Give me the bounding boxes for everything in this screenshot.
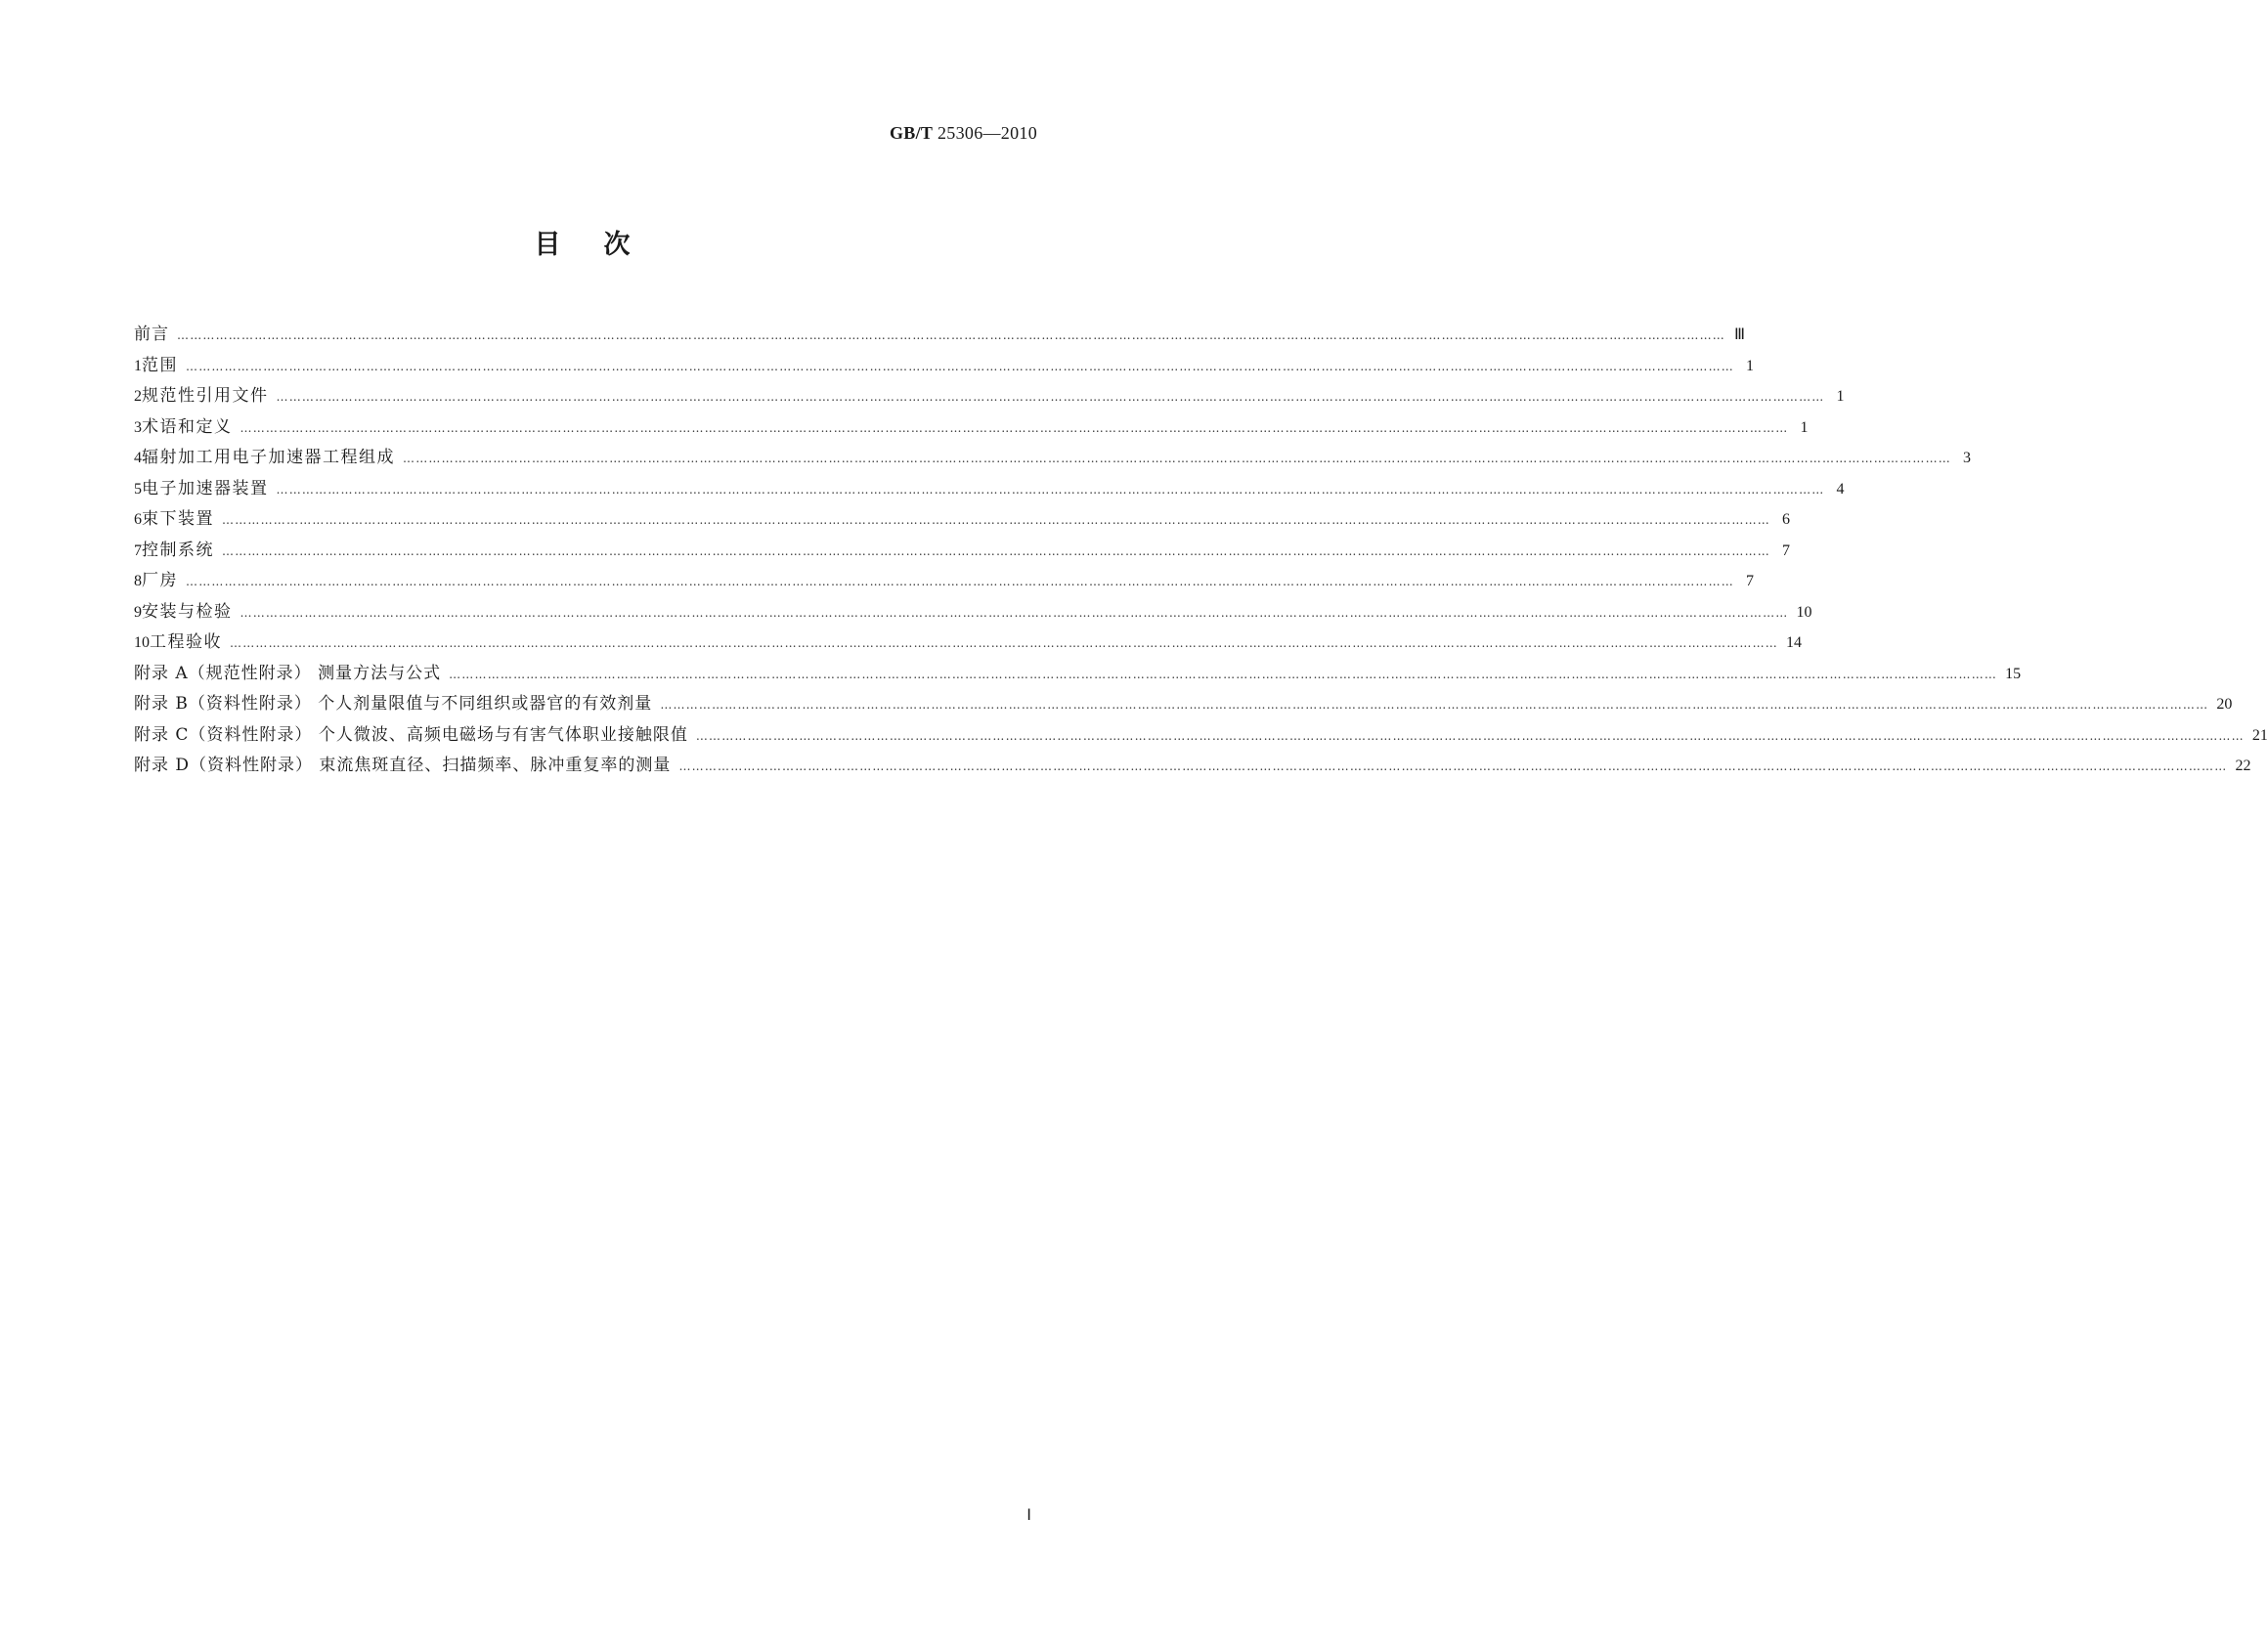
toc-entry-number: 9	[134, 603, 142, 621]
toc-entry-page: 21	[2251, 726, 2268, 744]
toc-entry-label: 前言	[134, 325, 169, 344]
toc-entry[interactable]	[134, 381, 1845, 412]
toc-leader-dots: ………………………………………………………………………………………………………………………………………………………………………………………………………………………………………………………………………………………………………………………………	[230, 636, 1778, 650]
toc-entry-page: 1	[1836, 388, 1845, 405]
toc-entry-page: 1	[1746, 357, 1754, 374]
toc-leader-dots: ………………………………………………………………………………………………………………………………………………………………………………………………………………………………………………………………………………………………………………………………	[240, 420, 1789, 435]
toc-entry-label: 束下装置	[142, 509, 214, 529]
toc-entry-number: 1	[134, 357, 142, 374]
toc-entry[interactable]	[134, 689, 2233, 720]
toc-entry-label: 术语和定义	[142, 416, 233, 437]
toc-leader-dots: ………………………………………………………………………………………………………………………………………………………………………………………………………………………………………………………………………………………………………………………………	[276, 390, 1825, 404]
page-number: Ⅰ	[1026, 1507, 1031, 1524]
toc-entry-number: 4	[134, 450, 142, 466]
standard-code	[890, 123, 1037, 144]
toc-entry-number: 8	[134, 573, 142, 589]
toc-entry-page: 1	[1800, 418, 1809, 436]
toc-entry[interactable]	[134, 659, 2022, 690]
toc-leader-dots: ………………………………………………………………………………………………………………………………………………………………………………………………………………………………………………………………………………………………………………………………	[177, 328, 1725, 342]
toc-entry[interactable]	[134, 597, 1812, 628]
toc-leader-dots: ………………………………………………………………………………………………………………………………………………………………………………………………………………………………………………………………………………………………………………………………	[222, 543, 1770, 558]
toc-entry-page: 6	[1782, 511, 1790, 528]
toc-entry-label: 安装与检验	[142, 601, 233, 622]
toc-leader-dots: ………………………………………………………………………………………………………………………………………………………………………………………………………………………………………………………………………………………………………………………………	[678, 759, 2228, 773]
toc-leader-dots: ………………………………………………………………………………………………………………………………………………………………………………………………………………………………………………………………………………………………………………………………	[186, 575, 1734, 588]
toc-leader-dots: ………………………………………………………………………………………………………………………………………………………………………………………………………………………………………………………………………………………………………………………………	[449, 667, 1998, 681]
toc-entry[interactable]	[134, 751, 2251, 782]
table-of-contents	[134, 320, 2268, 782]
toc-entry-page: 10	[1796, 603, 1812, 621]
toc-entry-page: 20	[2216, 696, 2233, 713]
toc-leader-dots: ………………………………………………………………………………………………………………………………………………………………………………………………………………………………………………………………………………………………………………………………	[403, 452, 1951, 465]
toc-entry-number: 5	[134, 480, 142, 498]
toc-entry[interactable]	[134, 320, 1745, 351]
toc-entry[interactable]	[134, 474, 1845, 505]
toc-entry[interactable]	[134, 566, 1754, 597]
toc-entry[interactable]	[134, 720, 2268, 752]
toc-entry-label: 附录 B（资料性附录） 个人剂量限值与不同组织或器官的有效剂量	[134, 694, 653, 714]
toc-entry-page: 14	[1786, 634, 1802, 651]
toc-entry-page: 4	[1836, 480, 1845, 498]
toc-entry-label: 工程验收	[150, 632, 222, 652]
toc-entry-number: 7	[134, 541, 142, 559]
toc-entry-label: 厂房	[142, 571, 178, 590]
toc-entry-label: 范围	[142, 355, 178, 375]
toc-entry-page: 15	[2005, 665, 2022, 682]
toc-entry-label: 控制系统	[142, 540, 214, 560]
toc-entry[interactable]	[134, 628, 1802, 659]
toc-entry-label: 附录 A（规范性附录） 测量方法与公式	[134, 663, 442, 683]
toc-entry-number: 3	[134, 418, 142, 436]
toc-leader-dots: ………………………………………………………………………………………………………………………………………………………………………………………………………………………………………………………………………………………………………………………………	[276, 482, 1825, 497]
toc-entry-number: 2	[134, 388, 142, 405]
toc-title: 目次	[534, 230, 674, 260]
toc-entry-label: 辐射加工用电子加速器工程组成	[142, 448, 395, 467]
toc-leader-dots: ………………………………………………………………………………………………………………………………………………………………………………………………………………………………………………………………………………………………………………………………	[186, 359, 1734, 373]
toc-entry[interactable]	[134, 536, 1790, 567]
toc-entry-page: 3	[1963, 450, 1971, 466]
toc-entry[interactable]	[134, 351, 1754, 382]
toc-leader-dots: ………………………………………………………………………………………………………………………………………………………………………………………………………………………………………………………………………………………………………………………………	[240, 605, 1789, 620]
toc-entry-number: 6	[134, 511, 142, 528]
toc-leader-dots: ………………………………………………………………………………………………………………………………………………………………………………………………………………………………………………………………………………………………………………………………	[695, 728, 2245, 743]
toc-leader-dots: ………………………………………………………………………………………………………………………………………………………………………………………………………………………………………………………………………………………………………………………………	[222, 513, 1770, 527]
toc-entry-label: 附录 C（资料性附录） 个人微波、高频电磁场与有害气体职业接触限值	[134, 724, 688, 745]
toc-entry-label: 电子加速器装置	[142, 478, 269, 498]
toc-entry[interactable]	[134, 504, 1790, 536]
toc-leader-dots: ………………………………………………………………………………………………………………………………………………………………………………………………………………………………………………………………………………………………………………………………	[660, 698, 2209, 712]
standard-number: 25306—2010	[938, 123, 1037, 143]
toc-entry-page: 22	[2235, 758, 2251, 774]
toc-entry-label: 附录 D（资料性附录） 束流焦斑直径、扫描频率、脉冲重复率的测量	[134, 756, 672, 775]
toc-entry-label: 规范性引用文件	[142, 386, 269, 406]
standard-prefix: GB/T	[889, 123, 934, 143]
toc-entry-page: Ⅲ	[1733, 326, 1745, 343]
toc-entry-page: 7	[1782, 541, 1790, 559]
toc-entry[interactable]	[134, 443, 1971, 474]
toc-entry-page: 7	[1746, 573, 1754, 589]
toc-entry[interactable]	[134, 412, 1809, 444]
toc-entry-number: 10	[134, 634, 150, 651]
